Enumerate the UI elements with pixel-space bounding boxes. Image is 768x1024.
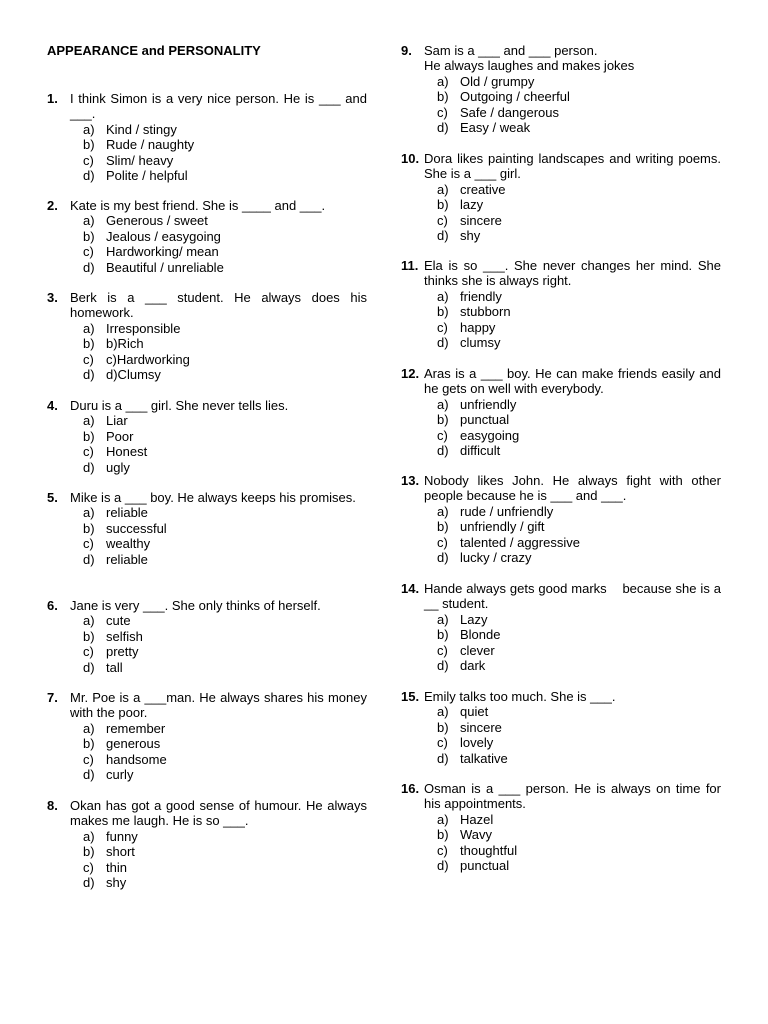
option-list — [424, 289, 721, 351]
option-a[interactable] — [70, 613, 367, 628]
option-text: stubborn — [460, 304, 511, 320]
question-number: 1. — [47, 91, 58, 106]
option-b[interactable] — [424, 412, 721, 427]
option-c[interactable] — [424, 643, 721, 658]
option-letter: d) — [83, 168, 95, 184]
option-text: Safe / dangerous — [460, 104, 560, 120]
option-d[interactable] — [424, 443, 721, 458]
option-letter: d) — [83, 551, 95, 567]
option-text: Slim/ heavy — [106, 152, 174, 168]
option-letter: d) — [437, 120, 449, 136]
option-a[interactable] — [424, 504, 721, 519]
option-d[interactable] — [70, 767, 367, 782]
option-d[interactable] — [70, 168, 367, 183]
option-letter: b) — [437, 827, 449, 843]
option-text: thoughtful — [460, 842, 518, 858]
option-text: Generous / sweet — [106, 213, 208, 229]
option-letter: d) — [83, 659, 95, 675]
option-letter: b) — [437, 89, 449, 105]
question-number: 13. — [401, 473, 420, 488]
option-c[interactable] — [70, 153, 367, 168]
option-letter: a) — [437, 503, 449, 519]
question-text: Berk is a ___ student. He always does his homework. — [70, 290, 367, 321]
option-letter: d) — [83, 767, 95, 783]
option-letter: a) — [83, 213, 95, 229]
option-b[interactable] — [424, 627, 721, 642]
question-number: 11. — [401, 258, 419, 273]
option-text: Lazy — [460, 611, 488, 627]
option-text: cute — [106, 613, 131, 629]
option-text: Honest — [106, 444, 148, 460]
option-c[interactable] — [424, 428, 721, 443]
option-b[interactable] — [70, 336, 367, 351]
question-11 — [401, 258, 721, 350]
option-c[interactable] — [70, 536, 367, 551]
option-d[interactable] — [70, 875, 367, 890]
question-text: Okan has got a good sense of humour. He always makes me laugh. He is so ___. — [70, 798, 367, 829]
option-text: Kind / stingy — [106, 121, 177, 137]
option-d[interactable] — [424, 858, 721, 873]
option-text: shy — [106, 875, 127, 891]
option-text: funny — [106, 828, 138, 844]
option-b[interactable] — [424, 720, 721, 735]
option-d[interactable] — [424, 550, 721, 565]
option-b[interactable] — [70, 736, 367, 751]
question-10 — [401, 151, 721, 243]
option-text: short — [106, 844, 135, 860]
option-b[interactable] — [70, 629, 367, 644]
option-text: generous — [106, 736, 161, 752]
option-a[interactable] — [70, 213, 367, 228]
option-letter: b) — [83, 844, 95, 860]
option-letter: b) — [437, 519, 449, 535]
option-letter: d) — [437, 750, 449, 766]
option-a[interactable] — [70, 505, 367, 520]
option-letter: c) — [437, 842, 448, 858]
option-text: Beautiful / unreliable — [106, 259, 224, 275]
option-text: clumsy — [460, 335, 501, 351]
option-letter: a) — [437, 611, 449, 627]
option-text: tall — [106, 659, 123, 675]
option-text: Liar — [106, 413, 128, 429]
option-text: selfish — [106, 628, 143, 644]
option-letter: a) — [83, 613, 95, 629]
question-number: 7. — [47, 690, 58, 705]
question-number: 9. — [401, 43, 412, 58]
option-text: easygoing — [460, 427, 520, 443]
option-letter: d) — [437, 550, 449, 566]
option-c[interactable] — [70, 444, 367, 459]
option-text: lucky / crazy — [460, 550, 532, 566]
option-text: pretty — [106, 644, 139, 660]
option-letter: a) — [437, 811, 449, 827]
question-text: Emily talks too much. She is ___. — [424, 689, 616, 704]
option-b[interactable] — [424, 304, 721, 319]
option-text: curly — [106, 767, 134, 783]
option-list — [70, 613, 367, 675]
question-text: I think Simon is a very nice person. He is ___ and ___. — [70, 91, 367, 122]
option-letter: c) — [437, 104, 448, 120]
option-text: Old / grumpy — [460, 73, 535, 89]
option-letter: c) — [437, 534, 448, 550]
option-c[interactable] — [424, 213, 721, 228]
option-letter: d) — [83, 259, 95, 275]
option-text: Outgoing / cheerful — [460, 89, 570, 105]
option-b[interactable] — [70, 521, 367, 536]
option-list — [424, 612, 721, 674]
option-text: reliable — [106, 551, 148, 567]
option-text: successful — [106, 520, 167, 536]
option-a[interactable] — [70, 321, 367, 336]
option-c[interactable] — [70, 860, 367, 875]
option-letter: c) — [437, 212, 448, 228]
option-letter: a) — [83, 320, 95, 336]
option-letter: b) — [83, 336, 95, 352]
option-c[interactable] — [70, 244, 367, 259]
option-c[interactable] — [70, 752, 367, 767]
question-text: Duru is a ___ girl. She never tells lies. — [70, 398, 289, 413]
question-12 — [401, 366, 721, 458]
option-list — [424, 504, 721, 566]
option-c[interactable] — [70, 644, 367, 659]
option-letter: b) — [83, 137, 95, 153]
option-letter: d) — [437, 443, 449, 459]
option-letter: b) — [83, 428, 95, 444]
question-text: Nobody likes John. He always fight with other people because he is ___ and ___. — [424, 473, 721, 504]
question-9 — [401, 43, 721, 135]
option-letter: c) — [437, 642, 448, 658]
option-letter: b) — [437, 197, 449, 213]
option-letter: a) — [83, 413, 95, 429]
option-letter: c) — [83, 152, 94, 168]
option-letter: d) — [83, 875, 95, 891]
option-list — [70, 413, 367, 475]
question-number: 2. — [47, 198, 58, 213]
option-text: Hazel — [460, 811, 494, 827]
option-list — [70, 213, 367, 275]
option-text: Irresponsible — [106, 320, 181, 336]
option-letter: c) — [83, 351, 94, 367]
option-list — [424, 704, 721, 766]
option-c[interactable] — [424, 843, 721, 858]
option-letter: d) — [437, 228, 449, 244]
option-b[interactable] — [424, 89, 721, 104]
option-letter: c) — [83, 444, 94, 460]
question-number: 14. — [401, 581, 420, 596]
question-text: Osman is a ___ person. He is always on time for his appointments. — [424, 781, 721, 812]
option-b[interactable] — [70, 429, 367, 444]
option-letter: d) — [83, 367, 95, 383]
question-number: 8. — [47, 798, 58, 813]
option-letter: c) — [83, 536, 94, 552]
question-text: Dora likes painting landscapes and writing poems. She is a ___ girl. — [424, 151, 721, 182]
option-text: Polite / helpful — [106, 168, 188, 184]
option-text: ugly — [106, 459, 130, 475]
option-a[interactable] — [424, 74, 721, 89]
question-16 — [401, 781, 721, 873]
option-letter: d) — [83, 459, 95, 475]
option-text: Blonde — [460, 627, 501, 643]
option-a[interactable] — [424, 289, 721, 304]
option-a[interactable] — [424, 612, 721, 627]
option-b[interactable] — [70, 844, 367, 859]
option-b[interactable] — [70, 137, 367, 152]
question-text: Aras is a ___ boy. He can make friends easily and he gets on well with everybody. — [424, 366, 721, 397]
option-c[interactable] — [70, 352, 367, 367]
option-letter: b) — [83, 520, 95, 536]
option-text: shy — [460, 228, 481, 244]
question-5 — [47, 490, 367, 567]
option-letter: b) — [437, 627, 449, 643]
option-d[interactable] — [70, 260, 367, 275]
option-letter: b) — [437, 412, 449, 428]
option-letter: a) — [83, 720, 95, 736]
option-a[interactable] — [424, 182, 721, 197]
option-letter: c) — [83, 244, 94, 260]
option-text: Hardworking/ mean — [106, 244, 219, 260]
option-text: rude / unfriendly — [460, 503, 554, 519]
option-text: sincere — [460, 719, 502, 735]
option-letter: c) — [83, 644, 94, 660]
option-text: lovely — [460, 735, 494, 751]
option-list — [70, 321, 367, 383]
question-15 — [401, 689, 721, 766]
option-letter: b) — [83, 628, 95, 644]
question-text-line-2: He always laughes and makes jokes — [424, 58, 635, 74]
question-6 — [47, 598, 367, 675]
option-letter: d) — [437, 335, 449, 351]
question-1 — [47, 91, 367, 183]
option-letter: a) — [437, 704, 449, 720]
option-letter: a) — [437, 73, 449, 89]
option-text: d)Clumsy — [106, 367, 161, 383]
option-d[interactable] — [70, 552, 367, 567]
option-list — [70, 505, 367, 567]
question-number: 10. — [401, 151, 420, 166]
option-a[interactable] — [424, 397, 721, 412]
option-list — [424, 74, 721, 136]
question-number: 15. — [401, 689, 420, 704]
option-list — [424, 812, 721, 874]
option-text: sincere — [460, 212, 502, 228]
option-text: friendly — [460, 288, 502, 304]
option-list — [70, 829, 367, 891]
option-text: Jealous / easygoing — [106, 228, 221, 244]
question-text: Hande always gets good marks because she is a __ student. — [424, 581, 725, 612]
option-text: c)Hardworking — [106, 351, 190, 367]
option-a[interactable] — [424, 704, 721, 719]
option-text: happy — [460, 319, 496, 335]
question-number: 12. — [401, 366, 420, 381]
question-3 — [47, 290, 367, 382]
option-text: Poor — [106, 428, 134, 444]
option-text: Wavy — [460, 827, 493, 843]
option-letter: a) — [83, 505, 95, 521]
option-text: dark — [460, 658, 486, 674]
option-text: difficult — [460, 443, 501, 459]
option-letter: b) — [437, 304, 449, 320]
option-letter: a) — [437, 181, 449, 197]
option-letter: c) — [83, 751, 94, 767]
option-text: punctual — [460, 858, 510, 874]
option-a[interactable] — [70, 413, 367, 428]
option-letter: c) — [83, 859, 94, 875]
question-number: 5. — [47, 490, 58, 505]
option-letter: d) — [437, 858, 449, 874]
question-number: 16. — [401, 781, 420, 796]
option-text: talented / aggressive — [460, 534, 580, 550]
option-letter: c) — [437, 319, 448, 335]
option-d[interactable] — [424, 751, 721, 766]
question-7 — [47, 690, 367, 782]
option-text: remember — [106, 720, 166, 736]
option-letter: c) — [437, 427, 448, 443]
option-c[interactable] — [424, 105, 721, 120]
option-b[interactable] — [424, 519, 721, 534]
option-text: talkative — [460, 750, 508, 766]
option-letter: a) — [83, 121, 95, 137]
option-c[interactable] — [424, 320, 721, 335]
page-title: APPEARANCE and PERSONALITY — [47, 43, 261, 58]
option-text: Rude / naughty — [106, 137, 195, 153]
question-text: Sam is a ___ and ___ person. — [424, 43, 598, 58]
question-text: Kate is my best friend. She is ____ and ___. — [70, 198, 326, 213]
option-letter: c) — [437, 735, 448, 751]
question-number: 4. — [47, 398, 58, 413]
option-text: lazy — [460, 197, 484, 213]
option-a[interactable] — [70, 721, 367, 736]
question-number: 6. — [47, 598, 58, 613]
option-a[interactable] — [70, 122, 367, 137]
option-text: unfriendly — [460, 396, 517, 412]
option-text: b)Rich — [106, 336, 144, 352]
option-d[interactable] — [70, 660, 367, 675]
question-text: Ela is so ___. She never changes her mind. She thinks she is always right. — [424, 258, 721, 289]
option-letter: b) — [83, 228, 95, 244]
question-text: Jane is very ___. She only thinks of herself. — [70, 598, 321, 613]
option-b[interactable] — [424, 827, 721, 842]
option-d[interactable] — [424, 228, 721, 243]
option-letter: b) — [83, 736, 95, 752]
option-d[interactable] — [70, 460, 367, 475]
option-d[interactable] — [424, 120, 721, 135]
option-b[interactable] — [424, 197, 721, 212]
option-text: quiet — [460, 704, 489, 720]
question-text: Mike is a ___ boy. He always keeps his promises. — [70, 490, 356, 505]
option-text: clever — [460, 642, 495, 658]
option-text: handsome — [106, 751, 167, 767]
option-a[interactable] — [70, 829, 367, 844]
option-c[interactable] — [424, 535, 721, 550]
option-b[interactable] — [70, 229, 367, 244]
option-d[interactable] — [424, 335, 721, 350]
question-2 — [47, 198, 367, 275]
option-letter: a) — [437, 288, 449, 304]
option-letter: a) — [83, 828, 95, 844]
option-list — [70, 721, 367, 783]
option-letter: a) — [437, 396, 449, 412]
option-a[interactable] — [424, 812, 721, 827]
question-14 — [401, 581, 725, 674]
question-text: Mr. Poe is a ___man. He always shares his money with the poor. — [70, 690, 367, 721]
option-text: unfriendly / gift — [460, 519, 545, 535]
option-letter: b) — [437, 719, 449, 735]
question-number: 3. — [47, 290, 58, 305]
option-d[interactable] — [70, 367, 367, 382]
option-list — [424, 397, 721, 459]
option-list — [424, 182, 721, 244]
option-list — [70, 122, 367, 184]
option-text: punctual — [460, 412, 510, 428]
option-text: thin — [106, 859, 127, 875]
option-text: wealthy — [106, 536, 151, 552]
option-letter: d) — [437, 658, 449, 674]
question-13 — [401, 473, 721, 565]
option-c[interactable] — [424, 735, 721, 750]
question-8 — [47, 798, 367, 890]
option-text: reliable — [106, 505, 148, 521]
option-text: Easy / weak — [460, 120, 531, 136]
question-4 — [47, 398, 367, 475]
option-d[interactable] — [424, 658, 721, 673]
option-text: creative — [460, 181, 506, 197]
